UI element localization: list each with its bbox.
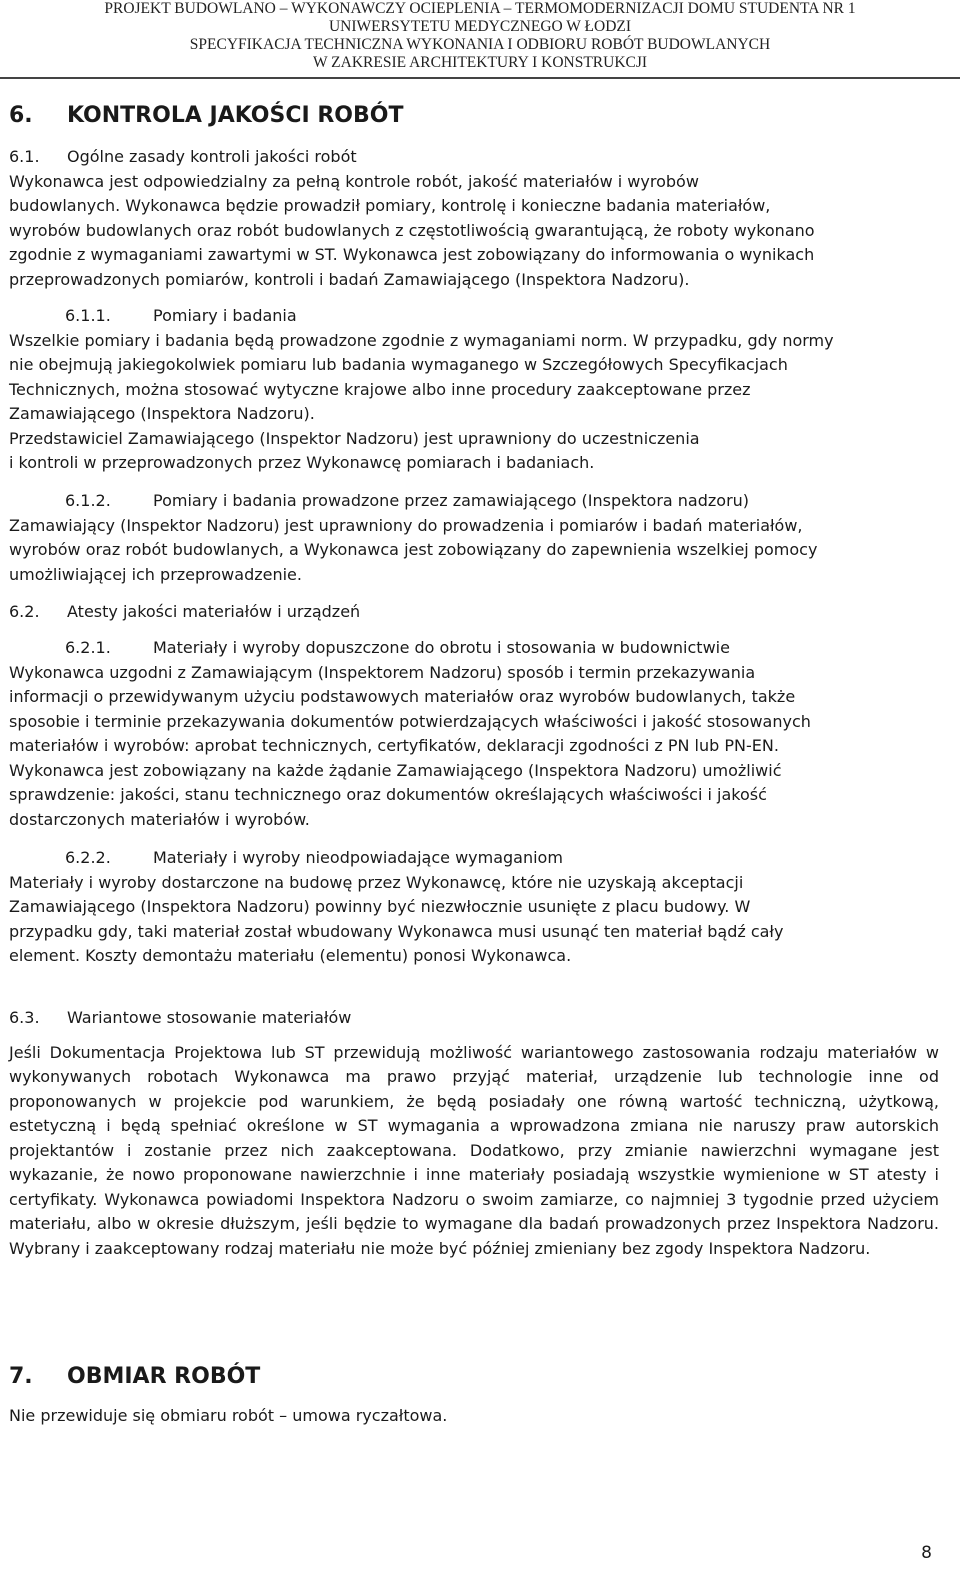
section-6-2-2-title: Materiały i wyroby nieodpowiadające wymaganiom <box>153 848 563 867</box>
section-6-1-line-4: zgodnie z wymaganiami zawartymi w ST. Wykonawca jest zobowiązany do informowania o wynikach <box>9 245 815 264</box>
section-6-1-2-line-2: wyrobów oraz robót budowlanych, a Wykonawca jest zobowiązany do zapewnienia wszelkiej pomocy <box>9 540 818 559</box>
section-6-2-2-line-4: element. Koszty demontażu materiału (elementu) ponosi Wykonawca. <box>9 946 572 965</box>
header-divider <box>0 77 960 79</box>
section-6-1-1-line-1: Wszelkie pomiary i badania będą prowadzone zgodnie z wymaganiami norm. W przypadku, gdy normy <box>9 330 834 350</box>
section-6-2-1-line-3: sposobie i terminie przekazywania dokumentów potwierdzających właściwości i jakość stosowanych <box>9 711 811 731</box>
header-line-3: SPECYFIKACJA TECHNICZNA WYKONANIA I ODBIORU ROBÓT BUDOWLANYCH <box>189 36 771 53</box>
section-6-2-heading <box>9 600 939 625</box>
section-6-1-line-5: przeprowadzonych pomiarów, kontroli i badań Zamawiającego (Inspektora Nadzoru). <box>9 269 690 289</box>
section-6-2-2-line-2: Zamawiającego (Inspektora Nadzoru) powinny być niezwłocznie usunięte z placu budowy. W <box>9 897 751 916</box>
section-6-3-number: 6.3. <box>9 1008 40 1027</box>
header-line-4: W ZAKRESIE ARCHITEKTURY I KONSTRUKCJI <box>312 54 648 71</box>
section-6-2-2 <box>9 846 939 969</box>
section-6-1-line-1: Wykonawca jest odpowiedzialny za pełną kontrole robót, jakość materiałów i wyrobów <box>9 171 699 191</box>
section-6-2-1-line-1: Wykonawca uzgodni z Zamawiającym (Inspektorem Nadzoru) sposób i termin przekazywania <box>9 662 756 682</box>
section-6-1 <box>9 145 939 292</box>
section-6-1-1-line-2: nie obejmują jakiegokolwiek pomiaru lub badania wymaganego w Szczegółowych Specyfikacjach <box>9 355 788 374</box>
section-6-2-1-number: 6.2.1. <box>65 638 111 657</box>
section-6-2-1-line-5: Wykonawca jest zobowiązany na każde żądanie Zamawiającego (Inspektora Nadzoru) umożliwić <box>9 760 782 780</box>
section-6-2-2-line-3: przypadku gdy, taki materiał został wbudowany Wykonawca musi usunąć ten materiał bądź cały <box>9 921 784 941</box>
section-6-1-2-heading <box>9 489 939 514</box>
section-7-body <box>9 1404 939 1429</box>
section-6-2-title: Atesty jakości materiałów i urządzeń <box>67 602 361 621</box>
section-6-title: KONTROLA JAKOŚCI ROBÓT <box>67 103 404 128</box>
section-6-1-line-3: wyrobów budowlanych oraz robót budowlanych z częstotliwością gwarantującą, że roboty wykonano <box>9 220 815 240</box>
section-6-1-1-heading <box>9 304 939 329</box>
section-6-1-2-line-1: Zamawiający (Inspektor Nadzoru) jest uprawniony do prowadzenia i pomiarów i badań materiałów, <box>9 515 803 535</box>
section-6-3-heading <box>9 1006 939 1031</box>
section-6-number: 6. <box>9 103 33 128</box>
section-6-2-number: 6.2. <box>9 602 40 621</box>
section-6-2 <box>9 600 939 625</box>
section-6-1-1-title: Pomiary i badania <box>153 306 297 325</box>
section-6-3-paragraph: Jeśli Dokumentacja Projektowa lub ST przewidują możliwość wariantowego zastosowania rodzaju materiałów w wykonywanych robotach Wykonawca ma prawo przyjąć materiał, urządzenie lub technologie inne od proponowanych w projekcie pod warunkiem, że będą posiadały one równą wartość techniczną, użytkową, estetyczną i będą spełniać określone w ST wymagania a wprowadzona zmiana nie naruszy praw autorskich projektantów i zostanie przez nich zaakceptowana. Dodatkowo, przy zmianie nawierzchni wymagane jest wykazanie, że nowo proponowane nawierzchnie i inne materiały posiadają wszystkie wymienione w ST atesty i certyfikaty. Wykonawca powiadomi Inspektora Nadzoru o swoim zamiarze, co najmniej 3 tygodnie przed użyciem materiału, albo w okresie dłuższym, jeśli będzie to wymagane dla badań prowadzonych przez Inspektora Nadzoru. Wybrany i zaakceptowany rodzaj materiału nie może być później zmieniany bez zgody Inspektora Nadzoru. <box>9 1042 939 1258</box>
section-6-1-1-line-6: i kontroli w przeprowadzonych przez Wykonawcę pomiarach i badaniach. <box>9 453 595 472</box>
section-6-1-1 <box>9 304 939 476</box>
section-6-1-2-line-3: umożliwiającej ich przeprowadzenie. <box>9 564 302 584</box>
section-6-2-1-line-6: sprawdzenie: jakości, stanu technicznego oraz dokumentów określających właściwości i jakość <box>9 785 767 804</box>
section-6-2-1-line-2: informacji o przewidywanym użyciu podstawowych materiałów oraz wyrobów budowlanych, także <box>9 687 796 706</box>
section-6-1-1-line-3: Technicznych, można stosować wytyczne krajowe albo inne procedury zaakceptowane przez <box>9 379 751 399</box>
section-6-1-number: 6.1. <box>9 147 40 166</box>
section-6-3-title: Wariantowe stosowanie materiałów <box>67 1008 352 1027</box>
section-6-1-title: Ogólne zasady kontroli jakości robót <box>67 147 357 166</box>
section-6-2-1-line-7: dostarczonych materiałów i wyrobów. <box>9 809 310 829</box>
section-6-2-2-number: 6.2.2. <box>65 848 111 867</box>
section-6-1-line-2: budowlanych. Wykonawca będzie prowadził pomiary, kontrolę i konieczne badania materiałów, <box>9 196 771 215</box>
section-6-2-2-heading <box>9 846 939 871</box>
page-header <box>0 0 960 76</box>
section-6-2-1-heading <box>9 636 939 661</box>
section-6-2-1-line-4: materiałów i wyrobów: aprobat technicznych, certyfikatów, deklaracji zgodności z PN lub PN-EN. <box>9 736 779 755</box>
section-6-3 <box>9 1006 939 1261</box>
section-7-heading <box>9 1363 260 1391</box>
section-7-title: OBMIAR ROBÓT <box>67 1364 261 1389</box>
section-6-1-1-line-4: Zamawiającego (Inspektora Nadzoru). <box>9 404 315 423</box>
section-6-1-1-line-5: Przedstawiciel Zamawiającego (Inspektor Nadzoru) jest uprawniony do uczestniczenia <box>9 428 700 448</box>
section-7-paragraph: Nie przewiduje się obmiaru robót – umowa ryczałtowa. <box>9 1406 448 1425</box>
section-6-2-1-title: Materiały i wyroby dopuszczone do obrotu i stosowania w budownictwie <box>153 638 730 657</box>
section-6-2-2-line-1: Materiały i wyroby dostarczone na budowę przez Wykonawcę, które nie uzyskają akceptacji <box>9 872 744 892</box>
section-6-heading <box>9 102 403 130</box>
section-7-number: 7. <box>9 1364 33 1389</box>
header-line-1: PROJEKT BUDOWLANO – WYKONAWCZY OCIEPLENIA – TERMOMODERNIZACJI DOMU STUDENTA NR 1 <box>104 0 856 17</box>
page-number: 8 <box>921 1543 932 1563</box>
section-6-2-1 <box>9 636 939 832</box>
section-6-1-2 <box>9 489 939 587</box>
header-line-2: UNIWERSYTETU MEDYCZNEGO W ŁODZI <box>328 18 632 35</box>
section-6-1-heading <box>9 145 939 170</box>
section-6-1-2-title: Pomiary i badania prowadzone przez zamawiającego (Inspektora nadzoru) <box>153 491 750 510</box>
section-6-1-2-number: 6.1.2. <box>65 491 111 510</box>
section-6-1-1-number: 6.1.1. <box>65 306 111 325</box>
